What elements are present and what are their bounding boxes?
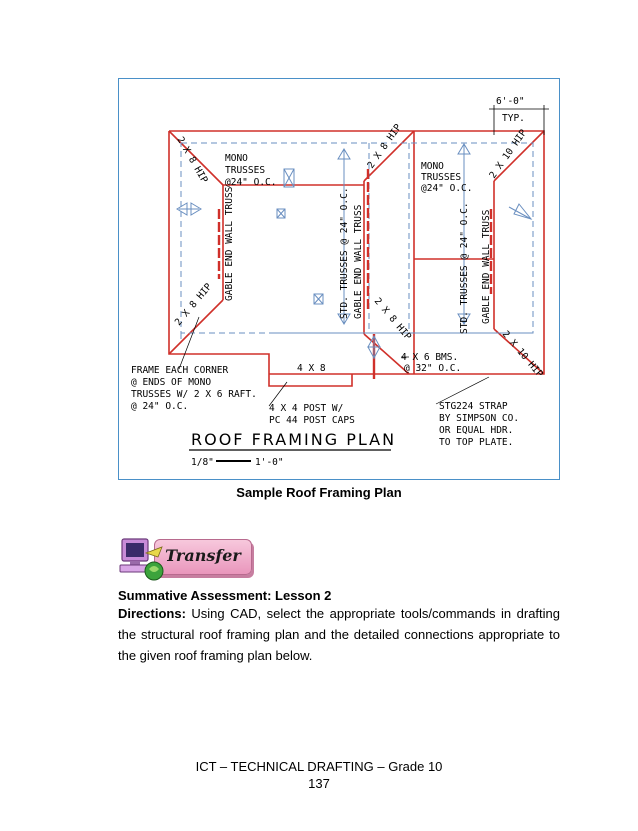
frame-note: FRAME EACH CORNER (131, 365, 229, 376)
frame-note: TRUSSES W/ 2 X 6 RAFT. (131, 389, 257, 400)
directions-label: Directions: (118, 606, 186, 621)
post-note: PC 44 POST CAPS (269, 415, 355, 426)
directions-text: Using CAD, select the appropriate tools/commands in drafting the structural roof framing plan and the detailed connections appropriate to the given roof framing plan below. (118, 606, 560, 663)
roof-framing-figure (118, 78, 560, 480)
mono-trusses-label: MONO (225, 153, 248, 164)
hip-label: 2 X 10 HIP (499, 328, 545, 380)
assessment-directions (118, 603, 560, 666)
hip-label: 2 X 8 HIP (172, 281, 215, 328)
frame-note: @ 24" O.C. (131, 401, 189, 412)
scale-label: 1'-0" (255, 457, 284, 468)
beams-label: 4 X 6 BMS. (401, 352, 459, 363)
hip-label: 2 X 10 HIP (487, 127, 530, 181)
footer-course: ICT – TECHNICAL DRAFTING – Grade 10 (195, 759, 443, 774)
strap-note: STG224 STRAP (439, 401, 508, 412)
assessment-heading: Summative Assessment: Lesson 2 (118, 588, 332, 603)
transfer-pill (154, 539, 252, 575)
mono-trusses-label: TRUSSES (421, 172, 462, 183)
strap-note: OR EQUAL HDR. (439, 425, 514, 436)
strap-note: BY SIMPSON CO. (439, 413, 520, 424)
page-number: 137 (308, 776, 330, 791)
figure-caption: Sample Roof Framing Plan (236, 485, 402, 500)
gable-truss-label: GABLE END WALL TRUSS (224, 186, 235, 301)
mono-trusses-label: @24" O.C. (225, 177, 277, 188)
mono-trusses-label: MONO (421, 161, 444, 172)
scale-label: 1/8" (191, 457, 214, 468)
hip-label: 2 X 8 HIP (365, 122, 404, 171)
page-footer (0, 758, 638, 792)
strap-note: TO TOP PLATE. (439, 437, 514, 448)
transfer-badge (118, 533, 254, 583)
scale-bar (189, 450, 391, 461)
transfer-label: Transfer (165, 546, 241, 565)
gable-truss-label: GABLE END WALL TRUSS (353, 204, 364, 319)
post-note: 4 X 4 POST W/ (269, 403, 344, 414)
std-trusses-label: STD. TRUSSES @ 24" O.C. (459, 202, 470, 334)
mono-trusses-label: @24" O.C. (421, 183, 473, 194)
mono-trusses-label: TRUSSES (225, 165, 266, 176)
computer-icon (118, 533, 166, 583)
frame-note: @ ENDS OF MONO (131, 377, 212, 388)
hip-label: 2 X 8 HIP (174, 135, 210, 186)
std-trusses-label: STD. TRUSSES @ 24" O.C. (339, 187, 350, 319)
typ-label: TYP. (502, 113, 525, 124)
plan-title: ROOF FRAMING PLAN (191, 430, 397, 449)
beam-size-label: 4 X 8 (297, 363, 326, 374)
gable-truss-label: GABLE END WALL TRUSS (481, 209, 492, 324)
beams-label: @ 32" O.C. (404, 363, 462, 374)
dim-label: 6'-0" (496, 96, 525, 107)
roof-framing-plan-drawing (119, 79, 559, 479)
hip-label: 2 X 8 HIP (371, 295, 414, 343)
